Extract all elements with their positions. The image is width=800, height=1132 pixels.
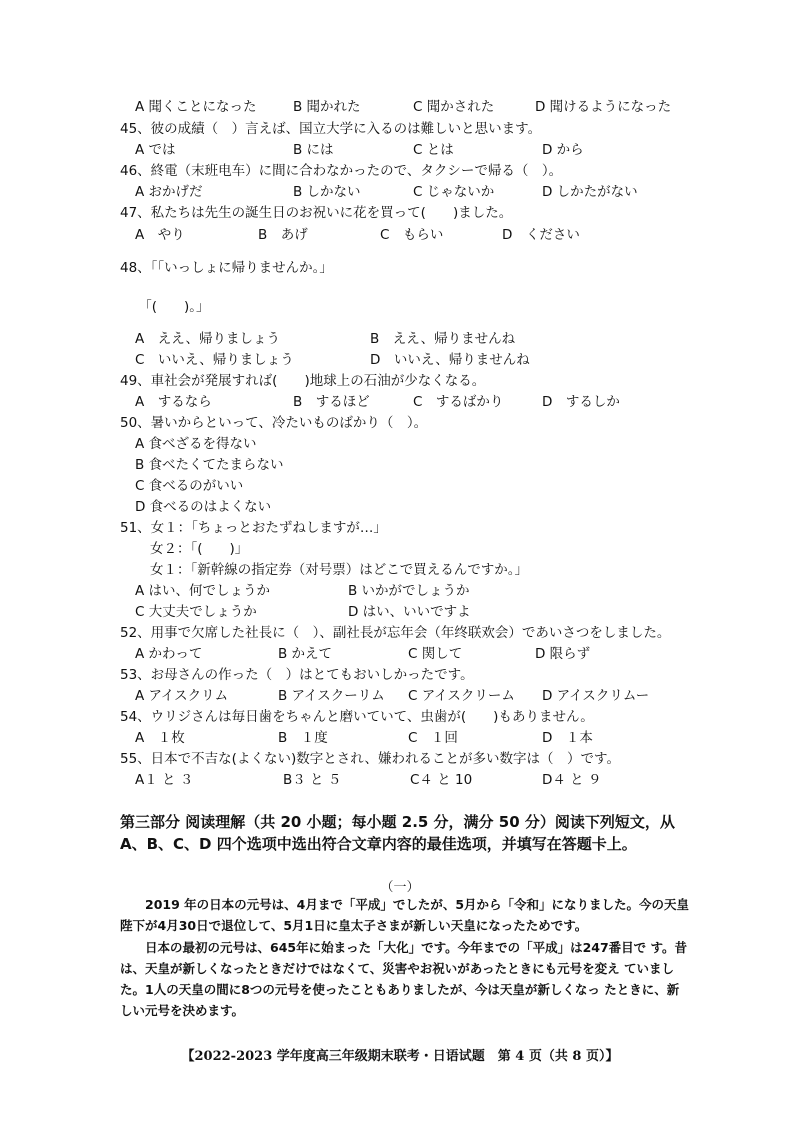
q48-reply: ｢( )｡｣: [145, 299, 203, 315]
q48-text: 48、｢｢いっしょに帰りませんか。｣: [120, 260, 327, 276]
q49-option-d: D するしか: [542, 394, 620, 410]
q55-text: 55、日本で不吉な(よくない)数字とされ、嫌われることが多い数字は（ ）です。: [120, 751, 620, 767]
q47-text: 47、私たちは先生の誕生日のお祝いに花を買って( )ました。: [120, 205, 513, 221]
q52-option-a: A かわって: [135, 646, 203, 662]
q49-text: 49、車社会が発展すれば( )地球上の石油が少なくなる。: [120, 373, 486, 389]
q48-option-c: C いいえ、帰りましょう: [135, 352, 294, 368]
q53-option-a: A アイスクリム: [135, 688, 229, 704]
q51-option-d: D はい、いいですよ: [348, 604, 471, 620]
q55-option-b: B３ と ５: [283, 772, 342, 788]
q54-text: 54、ウリジさんは毎日歯をちゃんと磨いていて、虫歯が( )もありません。: [120, 709, 594, 725]
q55-option-c: C４ と 10: [410, 772, 473, 788]
q47-option-d: D ください: [502, 227, 580, 243]
q52-option-b: B かえて: [278, 646, 333, 662]
q46-option-b: B しかない: [293, 184, 361, 200]
passage-paragraph-1: 2019 年の日本の元号は、4月まで「平成」でしたが、5月から「令和」になりました。今の天皇陛下が4月30日で退位して、5月1日に皇太子さまが新しい天皇になったためです。: [120, 897, 690, 933]
q53-text: 53、お母さんの作った（ ）はとてもおいしかったです。: [120, 667, 474, 683]
q48-option-a: A ええ、帰りましょう: [135, 331, 281, 347]
q51-option-a: A はい、何でしょうか: [135, 583, 271, 599]
q46-text: 46、終電（末班电车）に間に合わなかったので、タクシーで帰る（ ）。: [120, 163, 563, 179]
q48-option-d: D いいえ、帰りませんね: [370, 352, 530, 368]
q54-option-d: D １本: [542, 730, 593, 746]
q51-line2: 女２：｢( )｣: [150, 541, 242, 557]
q45-text: 45、彼の成績（ ）言えば、国立大学に入るのは難しいと思います。: [120, 121, 542, 137]
q51-option-c: C 大丈夫でしょうか: [135, 604, 257, 620]
q51-text: 51、女１：｢ちょっとおたずねしますが…｣: [120, 520, 381, 536]
q55-option-a: A１ と ３: [135, 772, 194, 788]
q44-option-c: C 聞かされた: [413, 99, 495, 115]
section3-heading: 第三部分 阅读理解（共 20 小题；每小题 2.5 分，满分 50 分）阅读下列短文，从 A、B、C、D 四个选项中选出符合文章内容的最佳选项，并填写在答题卡上。: [120, 813, 675, 853]
q44-option-b: B 聞かれた: [293, 99, 361, 115]
q49-option-b: B するほど: [293, 394, 370, 410]
q49-option-c: C するばかり: [413, 394, 504, 410]
q46-option-d: D しかたがない: [542, 184, 638, 200]
q55-option-d: D４ と ９: [542, 772, 602, 788]
q53-option-d: D アイスクリムー: [542, 688, 650, 704]
q52-option-d: D 限らず: [535, 646, 591, 662]
passage-paragraph-2: 日本の最初の元号は、645年に始まった「大化」です。今年までの「平成」は247番目で す。昔は、天皇が新しくなったときだけではなくて、災害やお祝いがあったときにも元号を変え ていました。1人の天皇の間に8つの元号を使ったこともありましたが、今は天皇が新しくなっ たときに、新しい元号を決めます。: [120, 940, 688, 1018]
q50-option-d: D 食べるのはよくない: [135, 499, 272, 515]
q44-option-d: D 聞けるようになった: [535, 99, 672, 115]
q45-option-a: A では: [135, 142, 176, 158]
passage-number: （一）: [380, 880, 420, 895]
q53-option-c: C アイスクリーム: [408, 688, 515, 704]
q45-option-d: D から: [542, 142, 584, 158]
q51-option-b: B いかがでしょうか: [348, 583, 470, 599]
q54-option-c: C １回: [408, 730, 458, 746]
q52-text: 52、用事で欠席した社長に（ ）、副社長が忘年会（年终联欢会）であいさつをしました。: [120, 625, 671, 641]
q47-option-b: B あげ: [258, 227, 308, 243]
q47-option-c: C もらい: [380, 227, 444, 243]
q48-option-b: B ええ、帰りませんね: [370, 331, 516, 347]
q53-option-b: B アイスクーリム: [278, 688, 385, 704]
q45-option-b: B には: [293, 142, 334, 158]
q50-option-c: C 食べるのがいい: [135, 478, 244, 494]
page-footer: 【2022-2023 学年度高三年级期末联考・日语试题 第 4 页（共 8 页）】: [181, 1049, 619, 1064]
q49-option-a: A するなら: [135, 394, 212, 410]
q52-option-c: C 関して: [408, 646, 463, 662]
q50-option-a: A 食べざるを得ない: [135, 436, 257, 452]
q54-option-a: A １枚: [135, 730, 185, 746]
q50-option-b: B 食べたくてたまらない: [135, 457, 284, 473]
q46-option-c: C じゃないか: [413, 184, 495, 200]
q51-line3: 女１：｢新幹線の指定券（对号票）はどこで買えるんですか。｣: [150, 562, 522, 578]
q46-option-a: A おかげだ: [135, 184, 203, 200]
q45-option-c: C とは: [413, 142, 454, 158]
q54-option-b: B １度: [278, 730, 328, 746]
q50-text: 50、暑いからといって、冷たいものばかり（ ）。: [120, 415, 428, 431]
q47-option-a: A やり: [135, 227, 185, 243]
q44-option-a: A 聞くことになった: [135, 99, 257, 115]
